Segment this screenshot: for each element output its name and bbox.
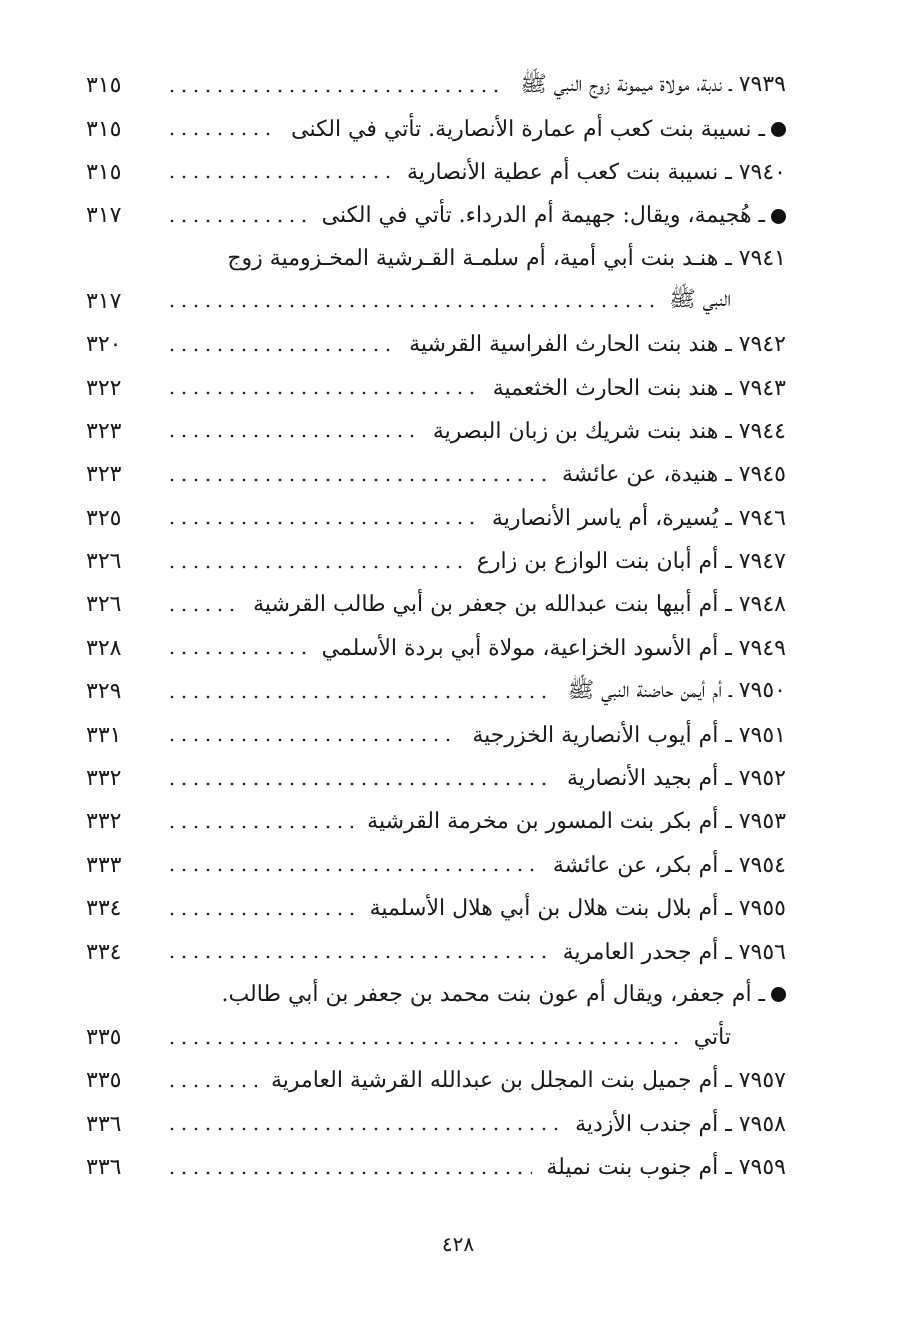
dot-leader [166, 348, 395, 352]
dot-leader [166, 304, 655, 308]
toc-entry [86, 453, 786, 496]
dot-leader [166, 868, 539, 872]
dot-leader [166, 738, 458, 742]
toc-entry [86, 930, 786, 973]
entry-page: ٣٣٢ [86, 809, 122, 835]
dot-leader [166, 912, 356, 916]
entry-title: ٧٩٤٤ ـ هند بنت شريك بن زبان البصرية [432, 418, 786, 444]
dot-leader [166, 695, 554, 699]
entry-page: ٣٣٤ [86, 939, 122, 965]
toc-entry [86, 238, 786, 323]
entry-title: ٧٩٥٩ ـ أم جنوب بنت نميلة [546, 1155, 786, 1181]
toc-entry [86, 366, 786, 409]
toc-entry [86, 713, 786, 756]
bullet-icon [771, 987, 786, 1002]
dot-leader [166, 175, 393, 179]
dot-leader [166, 1084, 257, 1088]
entry-title: ٧٩٥٣ ـ أم بكر بنت المسور بن مخرمة القرشية [367, 809, 786, 835]
dot-leader [166, 825, 353, 829]
dot-leader [166, 391, 479, 395]
toc-entry [86, 1059, 786, 1102]
entry-title: ـ نسيبة بنت كعب أم عمارة الأنصارية. تأتي في الكنى [291, 116, 765, 142]
entry-page: ٣١٧ [86, 203, 122, 229]
dot-leader [166, 521, 478, 525]
dot-leader [166, 565, 463, 569]
entry-page: ٣١٥ [86, 73, 122, 99]
toc-entry [86, 974, 786, 1059]
entry-title: ٧٩٤٨ ـ أم أبيها بنت عبدالله بن جعفر بن أبي طالب القرشية [253, 592, 786, 618]
toc-entry [86, 757, 786, 800]
entry-page: ٣١٧ [86, 288, 122, 314]
toc-entry [86, 1103, 786, 1146]
entry-title: ٧٩٥٨ ـ أم جندب الأزدية [575, 1111, 786, 1137]
entry-title: ٧٩٤٩ ـ أم الأسود الخزاعية، مولاة أبي بردة الأسلمي [321, 635, 786, 661]
entry-page: ٣٢٢ [86, 375, 122, 401]
entry-title: ٧٩٤٦ ـ يُسيرة، أم ياسر الأنصارية [491, 505, 786, 531]
entry-page: ٣٢٦ [86, 592, 122, 618]
entry-title: ٧٩٥٧ ـ أم جميل بنت المجلل بن عبدالله القرشية العامرية [270, 1068, 786, 1094]
entry-title: ٧٩٤٥ ـ هنيدة، عن عائشة [562, 462, 786, 488]
entry-title: ٧٩٥٠ ـ أم أيمن حاضنة النبي ﷺ [567, 677, 786, 703]
toc-entry [86, 887, 786, 930]
toc-entry [86, 1146, 786, 1189]
entry-page: ٣٣٣ [86, 852, 122, 878]
toc-entry [86, 107, 786, 150]
dot-leader [166, 132, 277, 136]
entry-title: ٧٩٥٦ ـ أم جحدر العامرية [562, 939, 786, 965]
entry-page: ٣٢٠ [86, 332, 122, 358]
toc-entry [86, 194, 786, 237]
dot-leader [166, 478, 548, 482]
entry-page: ٣٣٥ [86, 1025, 122, 1050]
entry-page: ٣٢٦ [86, 549, 122, 575]
toc-entry [86, 583, 786, 626]
toc-entry [86, 323, 786, 366]
entry-page: ٣٣٦ [86, 1111, 122, 1137]
entry-title: ٧٩٤٠ ـ نسيبة بنت كعب أم عطية الأنصارية [407, 159, 786, 185]
entry-title: ٧٩٥٥ ـ أم بلال بنت هلال بن أبي هلال الأسلمية [369, 896, 786, 922]
entry-page: ٣٣٤ [86, 896, 122, 922]
entry-title: ٧٩٤٢ ـ هند بنت الحارث الفراسية القرشية [409, 332, 786, 358]
entry-page: ٣٣١ [86, 722, 122, 748]
entry-title: ٧٩٤١ ـ هنـد بنت أبي أمية، أم سلمـة القـرشية المخـزومية زوج [227, 246, 786, 272]
entry-page: ٣٢٩ [86, 679, 122, 705]
toc-entry [86, 410, 786, 453]
entry-page: ٣٣٦ [86, 1155, 122, 1181]
dot-leader [166, 608, 239, 612]
dot-leader [166, 1171, 532, 1175]
bullet-icon [771, 209, 786, 224]
dot-leader [166, 1127, 561, 1131]
table-of-contents [86, 64, 786, 1189]
toc-entry [86, 151, 786, 194]
entry-title: ٧٩٣٩ ـ ندبة، مولاة ميمونة زوج النبي ﷺ [520, 71, 786, 97]
dot-leader [166, 219, 308, 223]
entry-title-continuation: النبي ﷺ [669, 287, 731, 313]
toc-entry [86, 497, 786, 540]
dot-leader [166, 651, 308, 655]
entry-page: ٣٣٥ [86, 1068, 122, 1094]
entry-title: ٧٩٤٣ ـ هند بنت الحارث الخثعمية [492, 375, 786, 401]
toc-entry [86, 540, 786, 583]
entry-title-continuation: تأتي [693, 1025, 731, 1050]
entry-page: ٣٢٣ [86, 418, 122, 444]
bullet-icon [771, 122, 786, 137]
entry-title: ٧٩٥١ ـ أم أيوب الأنصارية الخزرجية [472, 722, 786, 748]
dot-leader [166, 89, 506, 93]
entry-page: ٣٢٣ [86, 462, 122, 488]
entry-title: ٧٩٤٧ ـ أم أبان بنت الوازع بن زارع [476, 549, 786, 575]
toc-entry [86, 64, 786, 107]
toc-entry [86, 627, 786, 670]
toc-entry [86, 800, 786, 843]
entry-title: ـ هُجيمة، ويقال: جهيمة أم الدرداء. تأتي في الكنى [321, 203, 765, 229]
entry-page: ٣١٥ [86, 116, 122, 142]
dot-leader [166, 782, 553, 786]
toc-entry [86, 670, 786, 713]
entry-page: ٣٣٢ [86, 766, 122, 792]
entry-page: ٣١٥ [86, 159, 122, 185]
toc-entry [86, 844, 786, 887]
dot-leader [166, 1041, 680, 1045]
entry-page: ٣٢٨ [86, 635, 122, 661]
entry-title: ـ أم جعفر، ويقال أم عون بنت محمد بن جعفر بن أبي طالب. [221, 982, 765, 1008]
page-number: ٤٢٨ [441, 1232, 475, 1256]
entry-title: ٧٩٥٢ ـ أم بجيد الأنصارية [566, 766, 786, 792]
dot-leader [166, 434, 419, 438]
dot-leader [166, 955, 549, 959]
entry-title: ٧٩٥٤ ـ أم بكر، عن عائشة [552, 852, 786, 878]
entry-page: ٣٢٥ [86, 505, 122, 531]
